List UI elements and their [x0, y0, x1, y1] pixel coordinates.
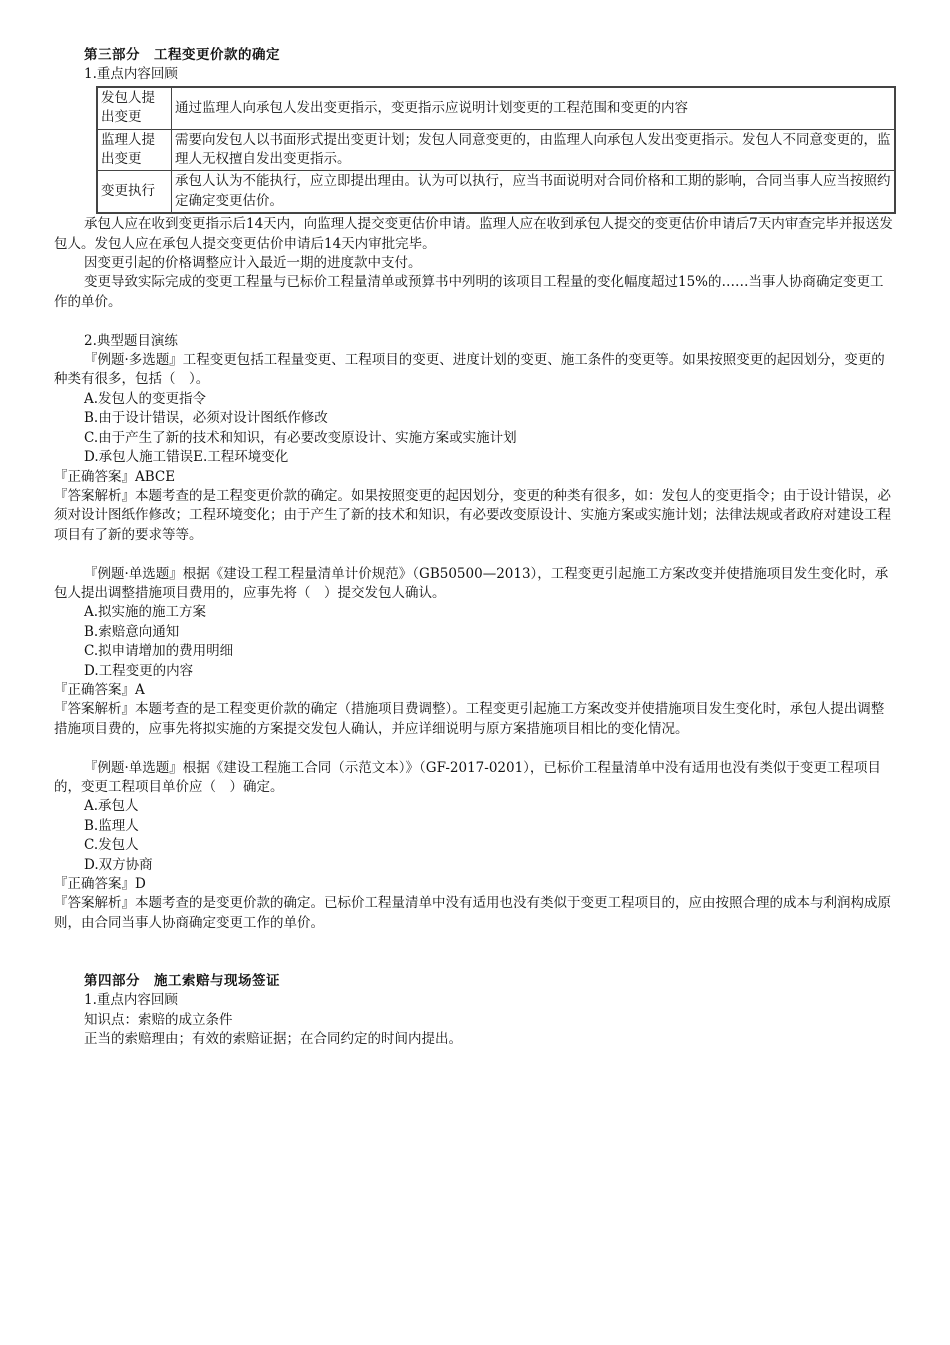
option: D.承包人施工错误E.工程环境变化	[84, 449, 289, 466]
answer-analysis: 『答案解析』本题考查的是工程变更价款的确定。如果按照变更的起因划分，变更的种类有很多，如：发包人的变更指令；由于设计错误，必须对设计图纸作修改；工程环境变化；由于产生了新的技术和知识，有必要改变原设计、实施方案或实施计划；法律法规或者政府对建设工程项目有了新的要求等等。	[54, 487, 891, 543]
question-stem: 『例题·多选题』工程变更包括工程量变更、工程项目的变更、进度计划的变更、施工条件的变更等。如果按照变更的起因划分，变更的种类有很多，包括（ ）。	[54, 352, 885, 388]
answer-analysis: 『答案解析』本题考查的是工程变更价款的确定（措施项目费调整）。工程变更引起施工方案改变并使措施项目发生变化时，承包人提出调整措施项目费的，应事先将拟实施的方案提交发包人确认，并应详细说明与原方案措施项目相比的变化情况。	[54, 701, 885, 737]
option: C.拟申请增加的费用明细	[84, 643, 234, 660]
table-value: 通过监理人向承包人发出变更指示，变更指示应说明计划变更的工程范围和变更的内容	[172, 87, 896, 129]
option: A.拟实施的施工方案	[84, 604, 207, 621]
paragraph: 变更导致实际完成的变更工程量与已标价工程量清单或预算书中列明的该项目工程量的变化幅度超过15%的……当事人协商确定变更工作的单价。	[54, 274, 884, 310]
table-value: 承包人认为不能执行，应立即提出理由。认为可以执行，应当书面说明对合同价格和工期的影响，合同当事人应当按照约定确定变更估价。	[172, 171, 896, 213]
part3-title: 第三部分 工程变更价款的确定	[84, 47, 280, 63]
table-key: 变更执行	[97, 171, 172, 213]
knowledge-content: 正当的索赔理由；有效的索赔证据；在合同约定的时间内提出。	[84, 1031, 462, 1048]
correct-answer: 『正确答案』ABCE	[54, 468, 176, 485]
table-row	[97, 171, 895, 213]
table-value: 需要向发包人以书面形式提出变更计划；发包人同意变更的，由监理人向承包人发出变更指示。发包人不同意变更的，监理人无权擅自发出变更指示。	[172, 129, 896, 171]
option: B.索赔意向通知	[84, 623, 180, 640]
table-key: 监理人提出变更	[97, 129, 172, 171]
paragraph: 因变更引起的价格调整应计入最近一期的进度款中支付。	[84, 255, 422, 272]
spacer	[54, 933, 896, 952]
table-row	[97, 87, 895, 129]
option: D.工程变更的内容	[84, 662, 194, 679]
answer-analysis: 『答案解析』本题考查的是变更价款的确定。已标价工程量清单中没有适用也没有类似于变更工程项目的，应由按照合理的成本与利润构成原则，由合同当事人协商确定变更工作的单价。	[54, 895, 891, 931]
option: C.发包人	[84, 837, 139, 854]
option: A.发包人的变更指令	[84, 390, 207, 407]
knowledge-point: 知识点：索赔的成立条件	[84, 1011, 233, 1028]
spacer	[54, 739, 896, 758]
option: B.由于设计错误，必须对设计图纸作修改	[84, 410, 328, 427]
part4-title: 第四部分 施工索赔与现场签证	[84, 973, 280, 990]
correct-answer: 『正确答案』A	[54, 681, 145, 698]
change-process-table	[96, 86, 896, 214]
spacer	[54, 545, 896, 564]
option: D.双方协商	[84, 856, 153, 873]
correct-answer: 『正确答案』D	[54, 876, 146, 893]
option: A.承包人	[84, 798, 139, 815]
part3-review-heading: 1.重点内容回顾	[84, 66, 178, 83]
question-stem: 『例题·单选题』根据《建设工程工程量清单计价规范》（GB50500—2013），工程变更引起施工方案改变并使措施项目发生变化时，承包人提出调整措施项目费用的，应事先将（ ）提交发包人确认。	[54, 565, 889, 601]
practice-heading: 2.典型题目演练	[84, 332, 178, 349]
option: C.由于产生了新的技术和知识，有必要改变原设计、实施方案或实施计划	[84, 429, 517, 446]
question-stem: 『例题·单选题』根据《建设工程施工合同（示范文本）》（GF-2017-0201），已标价工程量清单中没有适用也没有类似于变更工程项目的，变更工程项目单价应（ ）确定。	[54, 759, 881, 795]
option: B.监理人	[84, 817, 139, 834]
table-key: 发包人提出变更	[97, 87, 172, 129]
paragraph: 承包人应在收到变更指示后14天内，向监理人提交变更估价申请。监理人应在收到承包人提交的变更估价申请后7天内审查完毕并报送发包人。发包人应在承包人提交变更估价申请后14天内审批完毕。	[54, 216, 893, 252]
document-page	[54, 46, 896, 1050]
spacer	[54, 312, 896, 331]
table-row	[97, 129, 895, 171]
part4-review-heading: 1.重点内容回顾	[84, 992, 178, 1009]
spacer	[54, 953, 896, 972]
